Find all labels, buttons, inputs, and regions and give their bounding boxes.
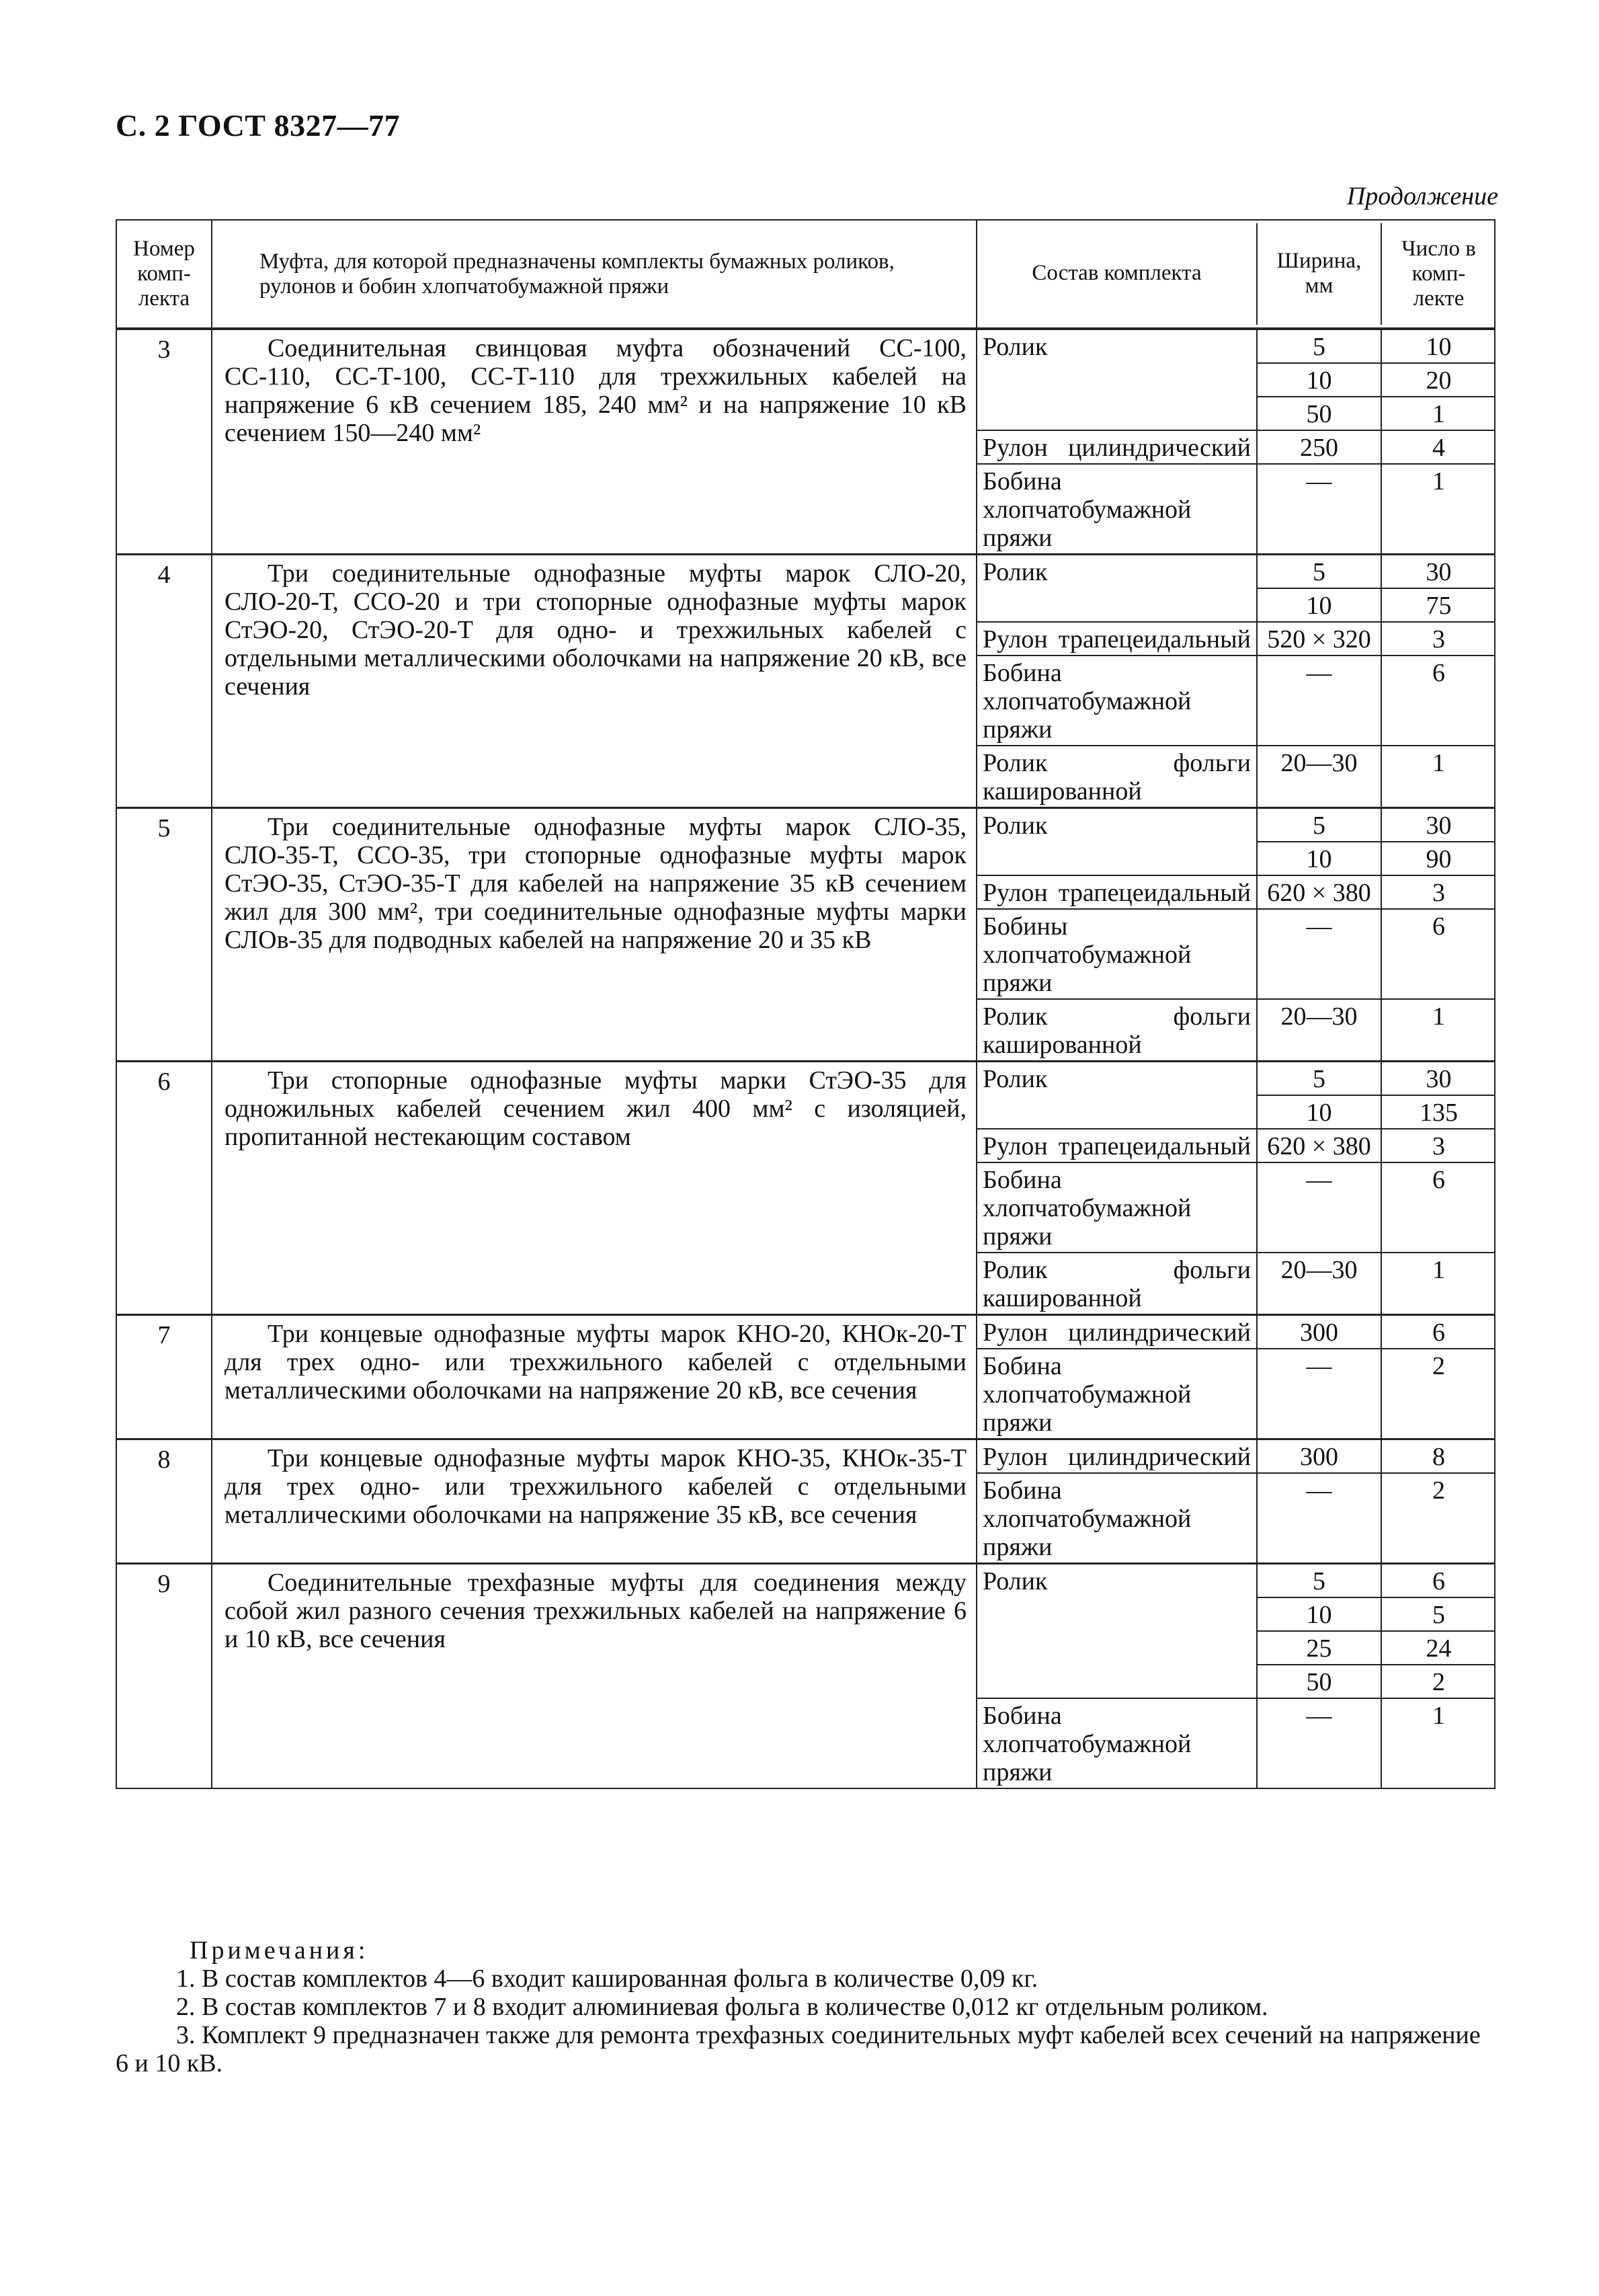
kit-composition-cell — [977, 555, 1495, 808]
quantity-value: 1 — [1381, 396, 1495, 430]
quantity-value: 3 — [1381, 621, 1495, 655]
quantity-value: 6 — [1381, 1316, 1495, 1348]
quantity-value: 20 — [1381, 362, 1495, 396]
kit-number: 6 — [116, 1062, 212, 1315]
kit-description-cell — [212, 329, 977, 555]
quantity-value: 30 — [1381, 555, 1495, 588]
width-value: — — [1256, 1698, 1381, 1788]
quantity-value: 90 — [1381, 841, 1495, 875]
width-value: 5 — [1256, 330, 1381, 362]
composition-item: Бобина хлопчатобумажной пряжи — [977, 655, 1256, 745]
width-value: 10 — [1256, 841, 1381, 875]
width-value: — — [1256, 655, 1381, 745]
composition-item: Рулон цилиндрический — [983, 1318, 1251, 1347]
width-value: 20—30 — [1256, 998, 1381, 1060]
kit-table — [116, 219, 1495, 1789]
kit-description: Три соединительные однофазные муфты марок СЛО-20, СЛО-20-Т, ССО-20 и три стопорные однофазные муфты марок СтЭО-20, СтЭО-20-Т для одно- и трехжильных кабелей с отдельными металлическими оболочками на напряжение 20 кВ, все сечения — [224, 559, 967, 701]
composition-item: Ролик — [983, 558, 1048, 586]
composition-grid — [977, 809, 1494, 1060]
width-value: 300 — [1256, 1440, 1381, 1472]
composition-item: Бобина хлопчатобумажной пряжи — [977, 1162, 1256, 1252]
col-number: Номер комп-лекта — [116, 220, 212, 329]
width-value: 300 — [1256, 1316, 1381, 1348]
kit-description-cell — [212, 808, 977, 1062]
kit-number: 4 — [116, 555, 212, 808]
width-value: 5 — [1256, 555, 1381, 588]
kit-composition-cell — [977, 1315, 1495, 1439]
width-value: 620 × 380 — [1256, 1128, 1381, 1162]
kit-description: Три концевые однофазные муфты марок КНО-35, КНОк-35-Т для трех одно- или трехжильного кабелей с отдельными металлическими оболочками на напряжение 35 кВ, все сечения — [224, 1444, 967, 1529]
width-value: 20—30 — [1256, 1252, 1381, 1314]
width-value: — — [1256, 1162, 1381, 1252]
width-value: 10 — [1256, 1597, 1381, 1630]
kit-composition-cell — [977, 1564, 1495, 1789]
table-row — [116, 1062, 1495, 1315]
kit-description: Соединительные трехфазные муфты для соединения между собой жил разного сечения трехжильных кабелей на напряжение 6 и 10 кВ, все сечения — [224, 1569, 967, 1653]
width-value: 50 — [1256, 1664, 1381, 1698]
col-coupling: Муфта, для которой предназначены комплекты бумажных роликов, рулонов и бобин хлопчатобумажной пряжи — [212, 220, 977, 329]
width-value: — — [1256, 908, 1381, 998]
composition-item: Ролик — [983, 1567, 1048, 1595]
kit-number: 8 — [116, 1439, 212, 1564]
width-value: 5 — [1256, 809, 1381, 841]
kit-description-cell — [212, 1564, 977, 1789]
page-header: С. 2 ГОСТ 8327—77 — [116, 108, 401, 143]
quantity-value: 10 — [1381, 330, 1495, 362]
quantity-value: 1 — [1381, 998, 1495, 1060]
note-item: 1. В состав комплектов 4—6 входит кашированная фольга в количестве 0,09 кг. — [176, 1965, 1038, 1993]
quantity-value: 1 — [1381, 463, 1495, 553]
quantity-value: 1 — [1381, 1252, 1495, 1314]
quantity-value: 30 — [1381, 809, 1495, 841]
composition-item: Рулон цилиндрический — [983, 1443, 1251, 1471]
table-row — [116, 808, 1495, 1062]
composition-item: Ролик — [983, 811, 1048, 840]
quantity-value: 30 — [1381, 1062, 1495, 1095]
composition-grid — [977, 1062, 1494, 1314]
notes — [116, 1936, 1494, 2077]
table-row — [116, 329, 1495, 555]
width-value: 520 × 320 — [1256, 621, 1381, 655]
width-value: 50 — [1256, 396, 1381, 430]
col-composition: Состав комплекта — [1032, 261, 1202, 285]
continuation-label: Продолжение — [1346, 182, 1498, 210]
quantity-value: 6 — [1381, 908, 1495, 998]
quantity-value: 4 — [1381, 430, 1495, 463]
quantity-value: 3 — [1381, 875, 1495, 908]
width-value: 5 — [1256, 1062, 1381, 1095]
composition-grid — [977, 1440, 1494, 1562]
table-row — [116, 555, 1495, 808]
kit-description: Соединительная свинцовая муфта обозначений СС-100, СС-110, СС-Т-100, СС-Т-110 для трехжильных кабелей на напряжение 6 кВ сечением 185, 240 мм² и на напряжение 10 кВ сечением 150—240 мм² — [224, 334, 967, 447]
table-header-row — [116, 220, 1495, 329]
note-item: 3. Комплект 9 предназначен также для ремонта трехфазных соединительных муфт кабелей всех сечений на напряжение 6 и 10 кВ. — [116, 2021, 1481, 2077]
composition-item: Рулон трапецеидальный — [977, 1128, 1256, 1162]
width-value: 620 × 380 — [1256, 875, 1381, 908]
quantity-value: 2 — [1381, 1472, 1495, 1562]
width-value: 10 — [1256, 1095, 1381, 1128]
width-value: — — [1256, 463, 1381, 553]
composition-item: Ролик фольги кашированной — [977, 1252, 1256, 1314]
kit-composition-cell — [977, 1439, 1495, 1564]
quantity-value: 2 — [1381, 1664, 1495, 1698]
col-subheaders — [977, 220, 1495, 329]
col-quantity: Число в комп-лекте — [1381, 223, 1495, 325]
kit-description: Три концевые однофазные муфты марок КНО-20, КНОк-20-Т для трех одно- или трехжильного кабелей с отдельными металлическими оболочками на напряжение 20 кВ, все сечения — [224, 1320, 967, 1404]
quantity-value: 2 — [1381, 1348, 1495, 1438]
kit-composition-cell — [977, 808, 1495, 1062]
width-value: 20—30 — [1256, 745, 1381, 807]
quantity-value: 6 — [1381, 1162, 1495, 1252]
quantity-value: 1 — [1381, 745, 1495, 807]
quantity-value: 24 — [1381, 1630, 1495, 1664]
quantity-value: 8 — [1381, 1440, 1495, 1472]
composition-grid — [977, 1316, 1494, 1438]
kit-number: 5 — [116, 808, 212, 1062]
composition-item: Бобины хлопчатобумажной пряжи — [977, 908, 1256, 998]
notes-title: Примечания: — [190, 1936, 369, 1965]
kit-number: 9 — [116, 1564, 212, 1789]
kit-number: 7 — [116, 1315, 212, 1439]
width-value: — — [1256, 1348, 1381, 1438]
col-width: Ширина, мм — [1256, 223, 1381, 325]
table-row — [116, 1564, 1495, 1789]
width-value: 10 — [1256, 362, 1381, 396]
kit-composition-cell — [977, 329, 1495, 555]
composition-item: Бобина хлопчатобумажной пряжи — [977, 1698, 1256, 1788]
width-value: 250 — [1256, 430, 1381, 463]
composition-grid — [977, 555, 1494, 807]
composition-item: Рулон цилиндрический — [977, 430, 1256, 463]
composition-item: Ролик — [983, 333, 1048, 361]
composition-item: Рулон трапецеидальный — [977, 875, 1256, 908]
composition-item: Бобина хлопчатобумажной пряжи — [977, 1348, 1256, 1438]
quantity-value: 5 — [1381, 1597, 1495, 1630]
kit-description-cell — [212, 555, 977, 808]
width-value: 25 — [1256, 1630, 1381, 1664]
kit-description: Три соединительные однофазные муфты марок СЛО-35, СЛО-35-Т, ССО-35, три стопорные однофазные муфты марок СтЭО-35, СтЭО-35-Т для кабелей на напряжение 35 кВ сечением жил для 300 мм², три соединительные однофазные муфты марки СЛОв-35 для подводных кабелей на напряжение 20 и 35 кВ — [224, 813, 967, 954]
table-row — [116, 1315, 1495, 1439]
kit-description: Три стопорные однофазные муфты марки СтЭО-35 для одножильных кабелей сечением жил 400 мм² с изоляцией, пропитанной нестекающим составом — [224, 1066, 967, 1151]
kit-composition-cell — [977, 1062, 1495, 1315]
composition-grid — [977, 1565, 1494, 1788]
kit-description-cell — [212, 1439, 977, 1564]
quantity-value: 6 — [1381, 655, 1495, 745]
kit-number: 3 — [116, 329, 212, 555]
quantity-value: 135 — [1381, 1095, 1495, 1128]
quantity-value: 3 — [1381, 1128, 1495, 1162]
kit-description-cell — [212, 1315, 977, 1439]
width-value: 5 — [1256, 1565, 1381, 1597]
composition-item: Бобина хлопчатобумажной пряжи — [977, 463, 1256, 553]
composition-item: Ролик фольги кашированной — [977, 745, 1256, 807]
kit-description-cell — [212, 1062, 977, 1315]
width-value: 10 — [1256, 588, 1381, 621]
quantity-value: 6 — [1381, 1565, 1495, 1597]
composition-item: Ролик — [983, 1065, 1048, 1093]
composition-grid — [977, 330, 1494, 553]
composition-item: Бобина хлопчатобумажной пряжи — [977, 1472, 1256, 1562]
width-value: — — [1256, 1472, 1381, 1562]
note-item: 2. В состав комплектов 7 и 8 входит алюминиевая фольга в количестве 0,012 кг отдельным роликом. — [176, 1993, 1268, 2021]
quantity-value: 75 — [1381, 588, 1495, 621]
quantity-value: 1 — [1381, 1698, 1495, 1788]
composition-item: Ролик фольги кашированной — [977, 998, 1256, 1060]
table-row — [116, 1439, 1495, 1564]
composition-item: Рулон трапецеидальный — [977, 621, 1256, 655]
